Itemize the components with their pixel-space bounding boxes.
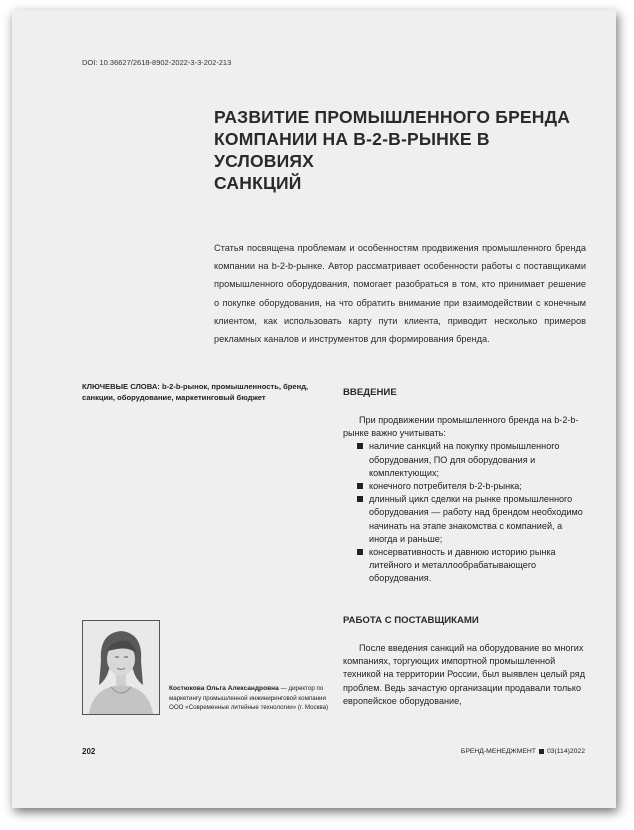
title-line-1: РАЗВИТИЕ ПРОМЫШЛЕННОГО БРЕНДА xyxy=(214,107,571,127)
suppliers-body xyxy=(343,642,589,708)
list-item xyxy=(343,440,589,480)
journal-page xyxy=(12,10,616,808)
journal-name: БРЕНД-МЕНЕДЖМЕНТ xyxy=(460,748,536,755)
list-item xyxy=(343,546,589,586)
suppliers-paragraph: После введения санкций на оборудование во многих компаниях, торгующих импортной промышленной техникой на территории России, был выявлен целый ряд проблем. Ведь зачастую организации продавали только европейское оборудование, xyxy=(343,643,586,706)
separator-square-icon xyxy=(539,749,544,754)
bullet-square-icon xyxy=(357,549,363,555)
doi-label: DOI: 10.36627/2618-8902-2022-3-3-202-213 xyxy=(82,58,232,67)
title-line-2: КОМПАНИИ НА B-2-B-РЫНКЕ В УСЛОВИЯХ xyxy=(214,129,490,171)
list-item-text: конечного потребителя b-2-b-рынка; xyxy=(369,481,522,492)
author-info xyxy=(169,684,341,713)
author-name: Костюкова Ольга Александровна xyxy=(169,685,279,692)
introduction-body xyxy=(343,414,589,586)
bullet-square-icon xyxy=(357,443,363,449)
bullet-square-icon xyxy=(357,483,363,489)
list-item-text: наличие санкций на покупку промышленного оборудования, ПО для оборудования и комплектующих; xyxy=(369,441,560,478)
author-role: — директор по маркетингу промышленной инжиниринговой компании ООО «Современные литейные технологии» (г. Москва) xyxy=(169,685,329,711)
keywords: КЛЮЧЕВЫЕ СЛОВА: b-2-b-рынок, промышленность, бренд, санкции, оборудование, маркетинговый бюджет xyxy=(82,382,309,402)
abstract: Статья посвящена проблемам и особенностям продвижения промышленного бренда компании на b-2-b-рынке. Автор рассматривает особенности работы с поставщиками промышленного оборудования, помогает разобраться в том, кто принимает решение о покупке оборудования, на что обратить внимание при взаимодействии с конечным клиентом, как использовать карту пути клиента, приводит несколько примеров рекламных каналов и инструментов для формирования бренда. xyxy=(214,243,586,345)
section-title-suppliers: РАБОТА С ПОСТАВЩИКАМИ xyxy=(343,615,479,626)
author-photo xyxy=(82,620,160,715)
section-title-introduction: ВВЕДЕНИЕ xyxy=(343,387,397,398)
list-item xyxy=(343,480,589,493)
journal-issue: 03(114)2022 xyxy=(546,748,585,755)
bullet-square-icon xyxy=(357,496,363,502)
list-item-text: длинный цикл сделки на рынке промышленного оборудования — работу над брендом необходимо начинать на этапе знакомства с компанией, а иногда и раньше; xyxy=(369,494,583,544)
author-portrait-icon xyxy=(83,621,159,714)
page-number: 202 xyxy=(82,747,96,756)
journal-footer xyxy=(461,748,585,755)
list-item xyxy=(343,493,589,546)
title-line-3: САНКЦИЙ xyxy=(214,173,302,193)
article-title xyxy=(214,106,574,194)
intro-paragraph: При продвижении промышленного бренда на b-2-b-рынке важно учитывать: xyxy=(343,415,579,439)
list-item-text: консервативность и давнюю историю рынка литейного и металлообрабатывающего оборудования. xyxy=(369,547,556,584)
